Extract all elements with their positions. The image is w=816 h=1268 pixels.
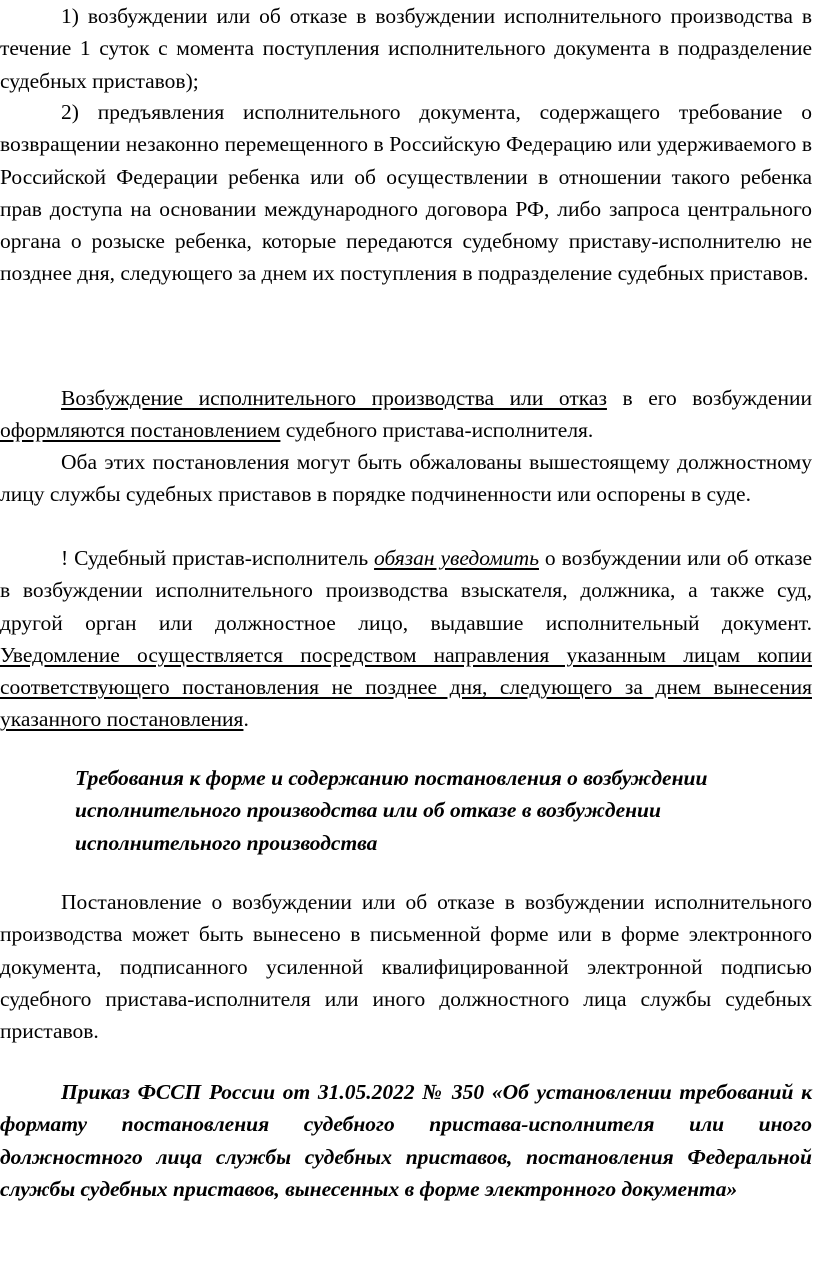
paragraph-notification (0, 542, 812, 736)
underlined-text: Уведомление осуществляется посредством направления указанным лицам копии соответствующего постановления не позднее дня, следующего за днем вынесения указанного постановления (0, 642, 812, 732)
paragraph-item-2: 2) предъявления исполнительного документа, содержащего требование о возвращении незаконно перемещенного в Российскую Федерацию или удерживаемого в Российской Федерации ребенка или об осуществлении в отношении такого ребенка прав доступа на основании международного договора РФ, либо запроса центрального органа о розыске ребенка, которые передаются судебному приставу-исполнителю не позднее дня, следующего за днем их поступления в подразделение судебных приставов. (0, 100, 812, 286)
underlined-italic-text: обязан уведомить (374, 546, 539, 570)
underlined-text: оформляются постановлением (0, 418, 281, 443)
plain-text: . (243, 707, 249, 732)
plain-text: судебного пристава-исполнителя. (280, 418, 594, 443)
plain-text: о возбуждении или об отказе в возбуждении исполнительного производства взыскателя, должника, а также суд, другой орган или должностное лицо, выдавшие исполнительный документ. (0, 546, 812, 635)
section-heading: Требования к форме и содержанию постановления о возбуждении исполнительного производства или об отказе в возбуждении исполнительного производства (75, 766, 708, 855)
paragraph-initiation-form (0, 382, 812, 447)
paragraph-item-1: 1) возбуждении или об отказе в возбуждении исполнительного производства в течение 1 суток с момента поступления исполнительного документа в подразделение судебных приставов); (0, 4, 812, 93)
order-reference: Приказ ФССП России от 31.05.2022 № 350 «Об установлении требований к формату постановления судебного пристава-исполнителя или иного должностного лица службы судебных приставов, постановления Федеральной службы судебных приставов, вынесенных в форме электронного документа» (0, 1080, 812, 1201)
plain-text: ! Судебный пристав-исполнитель (61, 546, 375, 570)
plain-text: в его возбуждении (606, 386, 812, 410)
underlined-text: Возбуждение исполнительного производства или отказ (61, 386, 607, 410)
paragraph-form: Постановление о возбуждении или об отказе в возбуждении исполнительного производства может быть вынесено в письменной форме или в форме электронного документа, подписанного усиленной квалифицированной электронной подписью судебного пристава-исполнителя или иного должностного лица службы судебных приставов. (0, 890, 812, 1044)
paragraph-appeal: Оба этих постановления могут быть обжалованы вышестоящему должностному лицу службы судебных приставов в порядке подчиненности или оспорены в суде. (0, 450, 812, 507)
